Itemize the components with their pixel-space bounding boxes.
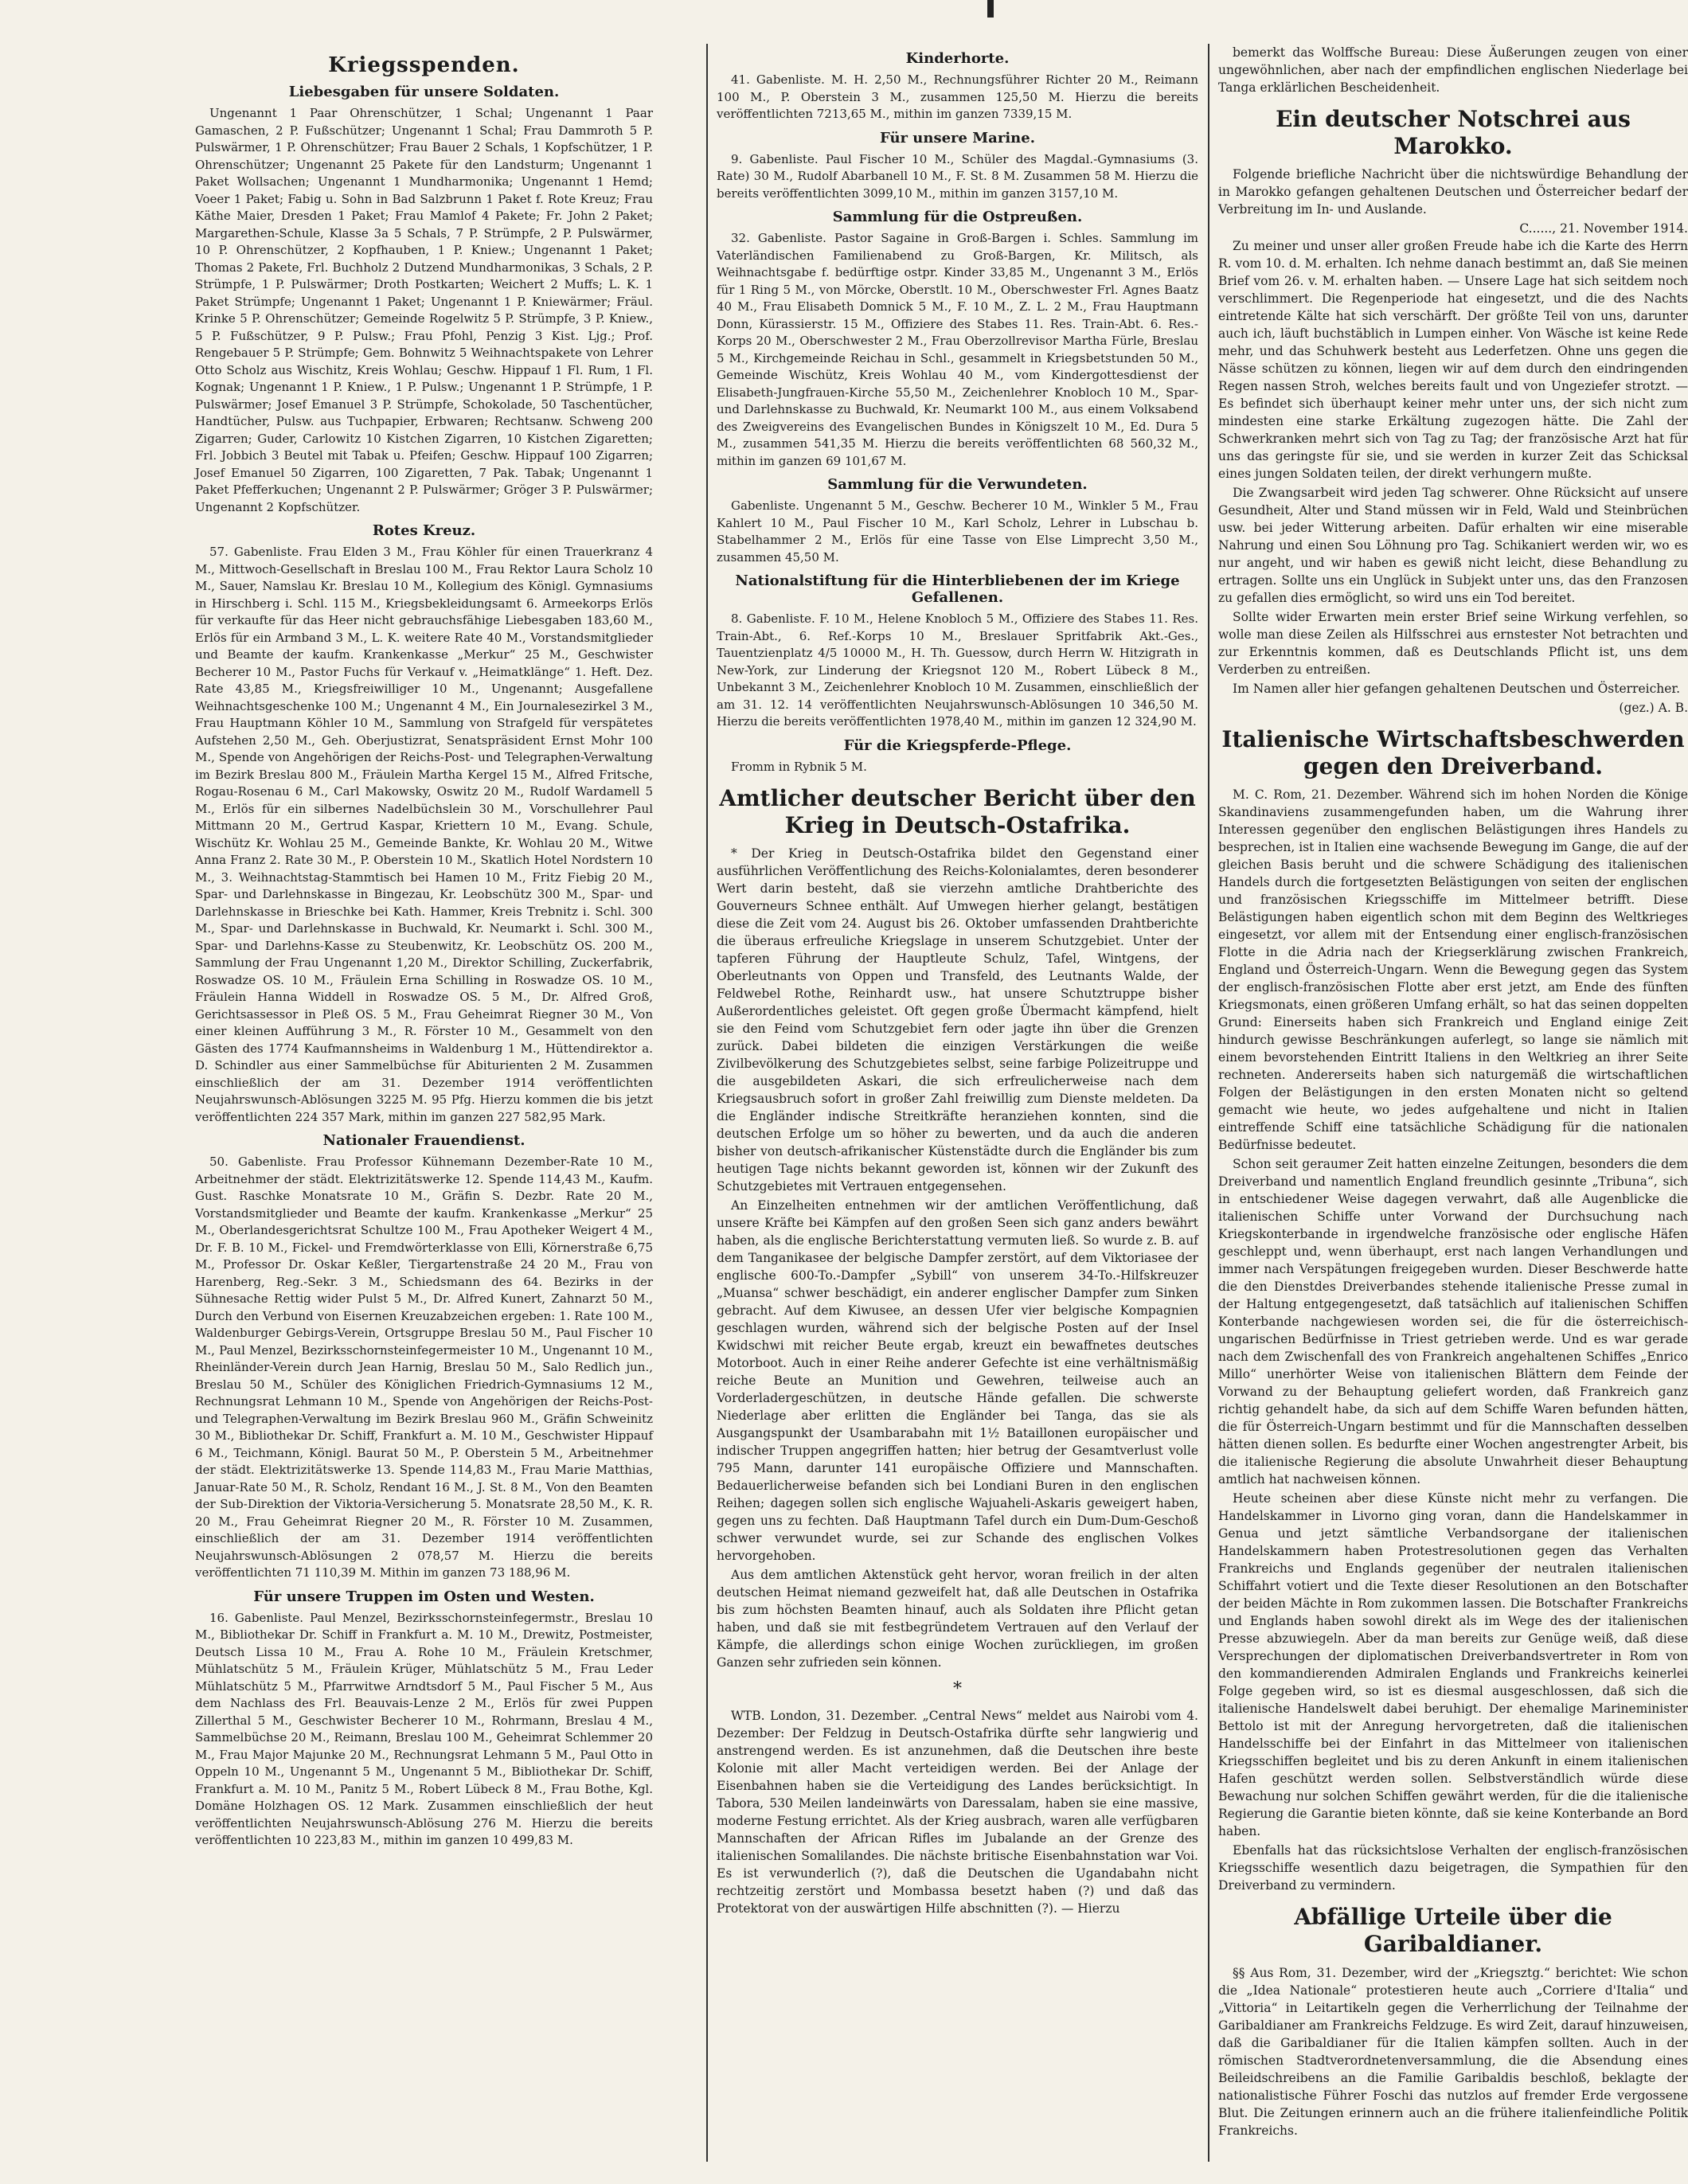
article-italien-1: M. C. Rom, 21. Dezember. Während sich im hohen Norden die Könige Skandinaviens zusammengefunden haben, um die Wahrung ihrer Interessen gegenüber den englischen Belästigungen ihres Handels zu besprechen, ist in Italien eine wachsende Bewegung im Gange, die auf der gleichen Basis beruht und die schwere Schädigung des italienischen Handels durch die fortgesetzten Belästigungen von seiten der englischen und französischen Kriegsschiffe im Mittelmeer betrifft. Diese Belästigungen haben eigentlich schon mit dem Beginn des Weltkrieges eingesetzt, vor allem mit der Entsendung einer englisch-französischen Flotte in die Adria nach der Kriegserklärung zwischen Frankreich, England und Österreich-Ungarn. Wenn die Bewegung gegen das System der englisch-französischen Flotte aber erst jetzt, am Ende des fünften Kriegsmonats, einen größeren Umfang erhält, so hat das seinen doppelten Grund: Einerseits haben sich Frankreich und England einige Zeit hindurch gewisse Beschränkungen auferlegt, so lange sie nämlich mit einem bevorstehenden Eintritt Italiens in den Weltkrieg an ihrer Seite rechneten. Andererseits haben sich naturgemäß die wirtschaftlichen Folgen der Belästigungen in den ersten Monaten nicht so geltend gemacht wie heute, wo jedes aufgehaltene und nicht in Italien eintreffende Schiff eine tatsächliche Schädigung für die nationalen Bedürfnisse bedeutet. bbox=[1218, 787, 1688, 1153]
column-middle bbox=[717, 44, 1198, 2162]
heading-kriegspferde: Für die Kriegspferde-Pflege. bbox=[843, 736, 1072, 754]
heading-kriegsspenden: Kriegsspenden. bbox=[328, 53, 520, 77]
article-marokko-4: Im Namen aller hier gefangen gehaltenen Deutschen und Österreicher. bbox=[1233, 682, 1681, 697]
article-amtlicher-1: * Der Krieg in Deutsch-Ostafrika bildet den Gegenstand einer ausführlichen Veröffentlichung des Reichs-Kolonialamtes, deren besonderer Wert darin besteht, daß sie vierzehn amtliche Drahtberichte des Gouverneurs Schnee enthält. Auf Umwegen hierher gelangt, bestätigen diese die Zeit vom 24. August bis 26. Oktober umfassenden Drahtberichte die überaus erfreuliche Kriegslage in unserem Schutzgebiet. Unter der tapferen Führung der Hauptleute Schulz, Tafel, Wintgens, der Oberleutnants von Oppen und Transfeld, des Leutnants Walde, der Feldwebel Rothe, Reinhardt usw., hat unsere Schutztruppe bisher Außerordentliches geleistet. Oft gegen große Übermacht kämpfend, hielt sie den Feind vom Schutzgebiet fern oder jagte ihn über die Grenzen zurück. Dabei bildeten die einzigen Verstärkungen die weiße Zivilbevölkerung des Schutzgebietes selbst, seine farbige Polizeitruppe und die ausgebildeten Askari, die sich erfreulicherweise nach dem Kriegsausbruch sofort in großer Zahl freiwillig zum Dienste meldeten. Da die Engländer indische Streitkräfte heranziehen konnten, sind die deutschen Erfolge um so höher zu bewerten, und da auch die anderen bisher von deutsch-afrikanischer Küstenstädte durch die Engländer bis zum heutigen Tage nichts bekannt geworden ist, können wir der Zukunft des Schutzgebietes mit Vertrauen entgegensehen. bbox=[717, 846, 1198, 1194]
article-rotes-kreuz: 57. Gabenliste. Frau Elden 3 M., Frau Köhler für einen Trauerkranz 4 M., Mittwoch-Gesellschaft in Breslau 100 M., Frau Rektor Laura Scholz 10 M., Sauer, Namslau Kr. Breslau 10 M., Kollegium des Königl. Gymnasiums in Hirschberg i. Schl. 115 M., Kriegsbekleidungsamt 6. Armeekorps Erlös für verkaufte für das Heer nicht gebrauchsfähige Liebesgaben 183,60 M., Erlös für ein Armband 3 M., L. K. weitere Rate 40 M., Vorstandsmitglieder und Beamte der kaufm. Krankenkasse „Merkur“ 25 M., Geschwister Becherer 10 M., Pastor Fuchs für Verkauf v. „Heimatklänge“ 1. Heft. Dez. Rate 43,85 M., Kriegsfreiwilliger 10 M., Ungenannt; Ausgefallene Weihnachtsgeschenke 100 M.; Ungenannt 4 M., Ein Journalesezirkel 3 M., Frau Hauptmann Köhler 10 M., Sammlung von Strafgeld für verspätetes Aufstehen 2,50 M., Geh. Oberjustizrat, Senatspräsident Ernst Mohr 100 M., Spende von Angehörigen der Reichs-Post- und Telegraphen-Verwaltung im Bezirk Breslau 800 M., Fräulein Martha Kergel 15 M., Alfred Fritsche, Rogau-Rosenau 6 M., Carl Makowsky, Oswitz 20 M., Rudolf Wardamell 5 M., Erlös für ein silbernes Nadelbüchslein 30 M., Vorschullehrer Paul Mittmann 20 M., Gertrud Kaspar, Kriettern 10 M., Evang. Schule, Wischütz Kr. Wohlau 25 M., Gemeinde Bankte, Kr. Wohlau 20 M., Witwe Anna Franz 2. Rate 30 M., P. Oberstein 10 M., Skatlich Hotel Nordstern 10 M., 3. Weihnachtstag-Stammtisch bei Hamen 10 M., Fritz Fiebig 20 M., Spar- und Darlehnskasse in Bingezau, Kr. Leobschütz 300 M., Spar- und Darlehnskasse in Brieschke bei Kath. Hammer, Kreis Trebnitz i. Schl. 300 M., Spar- und Darlehnskasse in Buchwald, Kr. Neumarkt i. Schl. 300 M., Spar- und Darlehns-Kasse zu Steubenwitz, Kr. Leobschütz OS. 200 M., Sammlung der Frau Ungenannt 1,20 M., Direktor Schilling, Zuckerfabrik, Roswadze OS. 10 M., Fräulein Erna Schilling in Roswadze OS. 10 M., Fräulein Hanna Widdell in Roswadze OS. 5 M., Dr. Alfred Groß, Gerichtsassessor in Pleß OS. 5 M., Frau Geheimrat Riegner 30 M., Von einer kleinen Aufführung 3 M., R. Förster 10 M., Gesammelt von den Gästen des 1774 Kaufmannsheims in Waldenburg 1 M., Hüttendirektor a. D. Schindler aus einer Sammelbüchse für Abiturienten 2 M. Zusammen einschließlich der am 31. Dezember 1914 veröffentlichten Neujahrswunsch-Ablösungen 3225 M. 95 Pfg. Hierzu kommen die bis jetzt veröffentlichten 224 357 Mark, mithin im ganzen 227 582,95 Mark. bbox=[195, 545, 653, 1124]
article-amtlicher-3: Aus dem amtlichen Aktenstück geht hervor, woran freilich in der alten deutschen Heimat niemand gezweifelt hat, daß alle Deutschen in Ostafrika bis zum höchsten Beamten hinauf, auch als Soldaten ihre Pflicht getan haben, und daß sie mit festbegründetem Vertrauen auf den Verlauf der Kämpfe, die allerdings schon einige Wochen zurückliegen, im großen Ganzen sehr zufrieden sein können. bbox=[717, 1568, 1198, 1670]
article-verwundeten: Gabenliste. Ungenannt 5 M., Geschw. Becherer 10 M., Winkler 5 M., Frau Kahlert 10 M., Paul Fischer 10 M., Karl Scholz, Lehrer in Lubschau b. Stabelhammer 2 M., Erlös für eine Tasse von Else Limprecht 3,50 M., zusammen 45,50 M. bbox=[717, 498, 1198, 565]
heading-kinderhorte: Kinderhorte. bbox=[905, 50, 1010, 67]
heading-truppen: Für unsere Truppen im Osten und Westen. bbox=[253, 1588, 595, 1605]
heading-liebesgaben: Liebesgaben für unsere Soldaten. bbox=[288, 84, 560, 100]
dateline-marokko: C......, 21. November 1914. bbox=[1519, 221, 1688, 236]
heading-marine: Für unsere Marine. bbox=[880, 129, 1035, 147]
article-italien-4: Ebenfalls hat das rücksichtslose Verhalten der englisch-französischen Kriegsschiffe wesentlich dazu beigetragen, die Sympathien für den Dreiverband zu vermindern. bbox=[1218, 1843, 1688, 1893]
column-rule-2 bbox=[1208, 44, 1209, 2162]
heading-rotes-kreuz: Rotes Kreuz. bbox=[372, 522, 476, 539]
column-left bbox=[195, 44, 653, 2162]
article-liebesgaben: Ungenannt 1 Paar Ohrenschützer, 1 Schal; Ungenannt 1 Paar Gamaschen, 2 P. Fußschützer; Ungenannt 1 Schal; Frau Dammroth 5 P. Pulswärmer, 1 P. Ohrenschützer; Frau Bauer 2 Schals, 1 Kopfschützer, 1 P. Ohrenschützer; Ungenannt 25 Pakete für den Landsturm; Ungenannt 1 Paket Wollsachen; Ungenannt 1 Mundharmonika; Ungenannt 1 Hemd; Voeer 1 Paket; Fabig u. Sohn in Bad Salzbrunn 1 Paket f. Rote Kreuz; Frau Käthe Maier, Dresden 1 Paket; Frau Mamlof 4 Pakete; Fr. John 2 Paket; Margarethen-Schule, Klasse 3a 5 Schals, 7 P. Strümpfe, 2 P. Pulswärmer, 10 P. Ohrenschützer, 2 Kopfhauben, 1 P. Kniew.; Ungenannt 1 Paket; Thomas 2 Pakete, Frl. Buchholz 2 Dutzend Mundharmonikas, 3 Schals, 2 P. Strümpfe, 1 P. Pulswärmer; Droth Postkarten; Weichert 2 Muffs; L. K. 1 Paket Strümpfe; Ungenannt 1 Paket; Ungenannt 1 P. Kniewärmer; Fräul. Krinke 5 P. Ohrenschützer; Gemeinde Rogelwitz 5 P. Strümpfe, 3 P. Kniew., 5 P. Fußschützer, 9 P. Pulsw.; Frau Pfohl, Penzig 3 Kist. Ljg.; Prof. Rengebauer 5 P. Strümpfe; Gem. Bohnwitz 5 Weihnachtspakete von Lehrer Otto Scholz aus Wischitz, Kreis Wohlau; Geschw. Hippauf 1 Fl. Rum, 1 Fl. Kognak; Ungenannt 1 P. Kniew., 1 P. Pulsw.; Ungenannt 1 P. Strümpfe, 1 P. Pulswärmer; Josef Emanuel 3 P. Strümpfe, Schokolade, 50 Taschentücher, Handtücher, Pulsw. aus Tuchpapier, Erbwaren; Rechtsanw. Schweng 200 Zigarren; Guder, Carlowitz 10 Kistchen Zigarren, 10 Kistchen Zigaretten; Frl. Jobbich 3 Beutel mit Tabak u. Pfeifen; Geschw. Hippauf 100 Zigarren; Josef Emanuel 50 Zigarren, 100 Zigaretten, 7 Pak. Tabak; Ungenannt 1 Paket Pfefferkuchen; Ungenannt 2 P. Pulswärmer; Gröger 3 P. Pulswärmer; Ungenannt 2 Kopfschützer. bbox=[195, 106, 653, 514]
article-italien-3: Heute scheinen aber diese Künste nicht mehr zu verfangen. Die Handelskammer in Livorno ging voran, dann die Handelskammer in Genua und jetzt sämtliche Verbandsorgane der italienischen Handelskammern haben Protestresolutionen gegen das Verhalten Frankreichs und Englands gegenüber der neutralen italienischen Schiffahrt votiert und die Texte dieser Resolutionen an den Botschafter der beiden Mächte in Rom zukommen lassen. Die Botschafter Frankreichs und Englands haben sowohl direkt als im Wege des der italienischen Presse abzuwiegeln. Aber da man bereits zur Genüge weiß, daß diese Versprechungen der diplomatischen Dreiverbandsvertreter in Rom von den kommandierenden Admiralen Englands und Frankreichs keinerlei Folge gegeben wird, so ist es diesmal ausgeschlossen, daß sich die italienische Handelswelt dabei beruhigt. Der ehemalige Marineminister Bettolo ist mit der Anregung hervorgetreten, daß die italienischen Handelsschiffe bei der Einfahrt in das Mittelmeer von italienischen Kriegsschiffen begleitet und bis zu deren Ankunft in einem italienischen Hafen geschützt werden sollen. Selbstverständlich würde diese Bewachung nur solchen Schiffen gewährt werden, für die die italienische Regierung die Garantie bieten könnte, daß sie keine Konterbande an Bord haben. bbox=[1218, 1491, 1688, 1839]
article-ostpreussen: 32. Gabenliste. Pastor Sagaine in Groß-Bargen i. Schles. Sammlung im Vaterländischen Familienabend zu Groß-Bargen, Kr. Militsch, als Weihnachtsgabe f. bedürftige ostpr. Kinder 33,85 M., Ungenannt 3 M., Erlös für 1 Ring 5 M., von Mörcke, Oberstlt. 10 M., Oberschwester Frl. Agnes Baatz 40 M., Frau Elisabeth Domnick 5 M., F. 10 M., Z. L. 2 M., Frau Hauptmann Donn, Kürassierstr. 15 M., Offiziere des Stabes 11. Res. Train-Abt. 6. Res.-Korps 20 M., Oberschwester 2 M., Frau Oberzollrevisor Martha Fürle, Breslau 5 M., Kirchgemeinde Reichau in Schl., gesammelt in Kriegsbetstunden 50 M., Gemeinde Wischütz, Kreis Wohlau 40 M., vom Kindergottesdienst der Elisabeth-Jungfrauen-Kirche 55,50 M., Zeichenlehrer Knobloch 10 M., Spar- und Darlehnskasse zu Buchwald, Kr. Neumarkt 100 M., aus einem Volksabend des Zweigvereins des Evangelischen Bundes in Königszelt 10 M., Ed. Dura 5 M., zusammen 541,35 M. Hierzu die bereits veröffentlichten 68 560,32 M., mithin im ganzen 69 101,67 M. bbox=[717, 231, 1198, 468]
article-marokko-3: Sollte wider Erwarten mein erster Brief seine Wirkung verfehlen, so wolle man diese Zeilen als Hilfsschrei aus ernstester Not betrachten und zur Erkenntnis kommen, daß es Deutschlands Pflicht ist, uns dem Verderben zu entreißen. bbox=[1218, 610, 1688, 678]
column-rule-1 bbox=[706, 44, 708, 2162]
article-amtlicher-2: An Einzelheiten entnehmen wir der amtlichen Veröffentlichung, daß unsere Kräfte bei Kämpfen auf den großen Seen sich ganz anders bewährt haben, als die englische Berichterstattung vermuten ließ. So wurde z. B. auf dem Tanganikasee der belgische Dampfer zerstört, auf dem Viktoriasee der englische 600-To.-Dampfer „Sybill“ von unserem 34-To.-Hilfskreuzer „Muansa“ schwer beschädigt, ein anderer englischer Dampfer zum Sinken gebracht. Auf dem Kiwusee, an dessen Ufer vier belgische Kompagnien geschlagen wurden, während sich der belgische Posten auf der Insel Kwidschwi mit reicher Beute ergab, kreuzt ein bewaffnetes deutsches Motorboot. Auch in einer Reihe anderer Gefechte ist eine verhältnismäßig reiche Beute an Munition und Gewehren, teilweise auch an Vorderladergeschützen, in deutsche Hände gefallen. Die schwerste Niederlage aber erlitten die Engländer bei Tanga, das sie als Ausgangspunkt der Usambarabahn mit 1½ Bataillonen europäischer und indischer Truppen angegriffen hatten; hier betrug der Gesamtverlust volle 795 Mann, darunter 141 europäische Offiziere und Mannschaften. Bedauerlicherweise befanden sich bei Londiani Buren in den englischen Reihen; dagegen sollen sich englische Wajuaheli-Askaris geweigert haben, gegen uns zu fechten. Daß Hauptmann Tafel durch ein Dum-Dum-Geschoß schwer verwundet wurde, sei zur Schande des englischen Volkes hervorgehoben. bbox=[717, 1198, 1198, 1564]
article-garibaldi: §§ Aus Rom, 31. Dezember, wird der „Kriegsztg.“ berichtet: Wie schon die „Idea Nationale“ protestieren heute auch „Corriere d'Italia“ und „Vittoria“ in Leitartikeln gegen die Verherrlichung der Teilnahme der Garibaldianer am Frankreichs Feldzuge. Es wird Zeit, darauf hinzuweisen, daß die Garibaldianer für die Italien kämpfen sollten. Auch in der römischen Stadtverordnetenversammlung, die die Absendung eines Beileidschreibens an die Familie Garibaldis beschloß, beklagte der nationalistische Führer Foschi das nutzlos auf fremder Erde vergossene Blut. Die Zeitungen erinnern auch an die frühere italienfeindliche Politik Frankreichs. bbox=[1218, 1965, 1688, 2138]
article-marokko-1: Zu meiner und unser aller großen Freude habe ich die Karte des Herrn R. vom 10. d. M. erhalten. Ich nehme danach bestimmt an, daß Sie meinen Brief vom 26. v. M. erhalten haben. — Unsere Lage hat sich seitdem noch verschlimmert. Die Regenperiode hat eingesetzt, und die des Nachts eintretende Kälte hat sich verschärft. Der größte Teil von uns, darunter auch ich, läuft buchstäblich in Lumpen einher. Von Wäsche ist keine Rede mehr, und das Schuhwerk besteht aus Lederfetzen. Ohne uns gegen die Nässe schützen zu können, liegen wir auf dem durch den eindringenden Regen nassen Stroh, welches bereits fault und von Ungeziefer strotzt. — Es befindet sich überhaupt keiner mehr unter uns, der sich nicht zum mindesten eine starke Erkältung zugezogen hätte. Die Zahl der Schwerkranken mehrt sich von Tag zu Tag; der französische Arzt hat für uns das geringste für sie, und sie werden in kurzer Zeit das Schicksal eines jungen Soldaten teilen, der direkt verhungern mußte. bbox=[1218, 239, 1688, 482]
heading-nationaler-frauendienst: Nationaler Frauendienst. bbox=[322, 1132, 526, 1149]
heading-italien: Italienische Wirtschaftsbeschwerden gegen den Dreiverband. bbox=[1221, 726, 1685, 779]
article-nationaler-frauendienst: 50. Gabenliste. Frau Professor Kühnemann Dezember-Rate 10 M., Arbeitnehmer der städt. Elektrizitätswerke 12. Spende 114,43 M., Kaufm. Gust. Raschke Monatsrate 10 M., Gräfin S. Dezbr. Rate 20 M., Vorstandsmitglieder und Beamte der kaufm. Krankenkasse „Merkur“ 25 M., Oberlandesgerichtsrat Schultze 100 M., Frau Apotheker Weigert 4 M., Dr. F. B. 10 M., Fickel- und Fremdwörterklasse von Elli, Körnerstraße 6,75 M., Professor Dr. Oskar Keßler, Tiergartenstraße 24 20 M., Frau von Harenberg, Reg.-Sekr. 3 M., Schiedsmann des 64. Bezirks in der Sühnesache Rettig wider Pulst 5 M., Dr. Alfred Kunert, Zahnarzt 50 M., Durch den Verbund von Eisernen Kreuzabzeichen ergeben: 1. Rate 100 M., Waldenburger Gebirgs-Verein, Ortsgruppe Breslau 50 M., Paul Fischer 10 M., Paul Menzel, Bezirksschornsteinfegermeister 10 M., Ungenannt 10 M., Rheinländer-Verein durch Jean Harnig, Breslau 50 M., Salo Redlich jun., Breslau 50 M., Schüler des Königlichen Friedrich-Gymnasiums 12 M., Rechnungsrat Lehmann 10 M., Spende von Angehörigen der Reichs-Post- und Telegraphen-Verwaltung im Bezirk Breslau 960 M., Gräfin Schweinitz 30 M., Bibliothekar Dr. Schiff, Frankfurt a. M. 10 M., Geschwister Hippauf 6 M., Teichmann, Königl. Baurat 50 M., P. Oberstein 5 M., Arbeitnehmer der städt. Elektrizitätswerke 13. Spende 114,83 M., Frau Marie Matthias, Januar-Rate 50 M., R. Scholz, Rendant 16 M., J. St. 8 M., Von den Beamten der Sub-Direktion der Viktoria-Versicherung 5. Monatsrate 28,50 M., K. R. 20 M., Frau Geheimrat Riegner 20 M., R. Förster 10 M. Zusammen, einschließlich der am 31. Dezember 1914 veröffentlichten Neujahrswunsch-Ablösungen 2 078,57 M. Hierzu die bereits veröffentlichten 71 110,39 M. Mithin im ganzen 73 188,96 M. bbox=[195, 1155, 653, 1580]
heading-nationalstiftung: Nationalstiftung für die Hinterbliebenen der im Kriege Gefallenen. bbox=[735, 572, 1180, 606]
article-italien-2: Schon seit geraumer Zeit hatten einzelne Zeitungen, besonders die dem Dreiverband und namentlich England freundlich gesinnte „Tribuna“, sich in entschiedener Weise dagegen verwahrt, daß alle Augenblicke die italienischen Schiffe unter Vorwand der Durchsuchung nach Kriegskonterbande in irgendwelche französische oder englische Häfen geschleppt und, wenn überhaupt, erst nach langen Verhandlungen und immer nach Verspätungen freigegeben wurden. Dieser Beschwerde hatte die den Dienstdes Dreiverbandes stehende italienische Presse zumal in der Haltung entgegengesetzt, daß tatsächlich auf italienischen Schiffen Konterbande nachgewiesen worden sei, die für die österreichisch-ungarischen Bedürfnisse in Triest getrieben werde. Und es war gerade nach dem Zwischenfall des von Frankreich angehaltenen Schiffes „Enrico Millo“ unerhörter Weise von italienischen Blättern dem Feinde der Vorwand zu der Behauptung geliefert worden, daß Frankreich ganz richtig gehandelt habe, da sich auf dem Schiffe Waren befunden hätten, die für Österreich-Ungarn bestimmt und für die Mannschaften desselben hätten dienen sollen. Es bedurfte einer Wochen angestrengter Arbeit, bis die italienische Regierung die absolute Unwahrheit dieser Behauptung amtlich hat nachweisen können. bbox=[1218, 1157, 1688, 1487]
section-divider-star: * bbox=[953, 1679, 962, 1700]
newspaper-page bbox=[159, 44, 1688, 2162]
article-marokko-2: Die Zwangsarbeit wird jeden Tag schwerer. Ohne Rücksicht auf unsere Gesundheit, Alter und Stand müssen wir in Feld, Wald und Steinbrüchen usw. bei jeder Witterung arbeiten. Dafür erhalten wir eine miserable Nahrung und einen Sou Löhnung pro Tag. Schikaniert werden wir, wo es nur angeht, und wir haben es gewiß nicht leicht, diese Behandlung zu ertragen. Sollte uns ein Unglück in Subjekt unter uns, das den Franzosen zu gefallen dies ermöglicht, so wird uns ein Tod bereitet. bbox=[1218, 486, 1688, 606]
article-wtb-continued: bemerkt das Wolffsche Bureau: Diese Äußerungen zeugen von einer ungewöhnlichen, aber nach der empfindlichen englischen Niederlage bei Tanga erklärlichen Bescheidenheit. bbox=[1218, 45, 1688, 95]
article-marine: 9. Gabenliste. Paul Fischer 10 M., Schüler des Magdal.-Gymnasiums (3. Rate) 30 M., Rudolf Abarbanell 10 M., F. St. 8 M. Zusammen 58 M. Hierzu die bereits veröffentlichten 3099,10 M., mithin im ganzen 3157,10 M. bbox=[717, 151, 1198, 201]
heading-verwundeten: Sammlung für die Verwundeten. bbox=[827, 476, 1088, 493]
heading-ostpreussen: Sammlung für die Ostpreußen. bbox=[832, 209, 1083, 225]
article-truppen: 16. Gabenliste. Paul Menzel, Bezirksschornsteinfegermstr., Breslau 10 M., Bibliothekar Dr. Schiff in Frankfurt a. M. 10 M., Drewitz, Postmeister, Deutsch Lissa 10 M., Frau A. Rohe 10 M., Fräulein Kretschmer, Mühlatschütz 5 M., Fräulein Krüger, Mühlatschütz 5 M., Frau Leder Mühlatschütz 5 M., Pfarrwitwe Arndtsdorf 5 M., Paul Fischer 5 M., Aus dem Nachlass des Frl. Beauvais-Lenze 2 M., Erlös für zwei Puppen Zillerthal 5 M., Geschwister Becherer 10 M., Rohrmann, Breslau 4 M., Sammelbüchse 20 M., Reimann, Breslau 100 M., Geheimrat Schlemmer 20 M., Frau Major Majunke 20 M., Rechnungsrat Lehmann 5 M., Paul Otto in Oppeln 10 M., Ungenannt 5 M., Ungenannt 5 M., Bibliothekar Dr. Schiff, Frankfurt a. M. 10 M., Panitz 5 M., Robert Lübeck 8 M., Frau Bothe, Kgl. Domäne Holzhagen OS. 12 Mark. Zusammen einschließlich der heut veröffentlichten Neujahrswunsch-Ablösung 276 M. Hierzu die bereits veröffentlichten 10 223,83 M., mithin im ganzen 10 499,83 M. bbox=[195, 1610, 653, 1847]
heading-marokko: Ein deutscher Notschrei aus Marokko. bbox=[1276, 106, 1631, 159]
column-right bbox=[1218, 44, 1688, 2162]
page-top-mark bbox=[987, 0, 994, 18]
heading-garibaldi: Abfällige Urteile über die Garibaldianer. bbox=[1294, 1904, 1612, 1957]
article-nationalstiftung: 8. Gabenliste. F. 10 M., Helene Knobloch 5 M., Offiziere des Stabes 11. Res. Train-Abt., 6. Ref.-Korps 10 M., Breslauer Spritfabrik Akt.-Ges., Tauentzienplatz 4/5 10000 M., H. Th. Guessow, durch Herrn W. Hitzigrath in New-York, zur Linderung der Kriegsnot 120 M., Robert Lübeck 8 M., Unbekannt 3 M., Zeichenlehrer Knobloch 10 M. Zusammen, einschließlich der am 31. 12. 14 veröffentlichten Neujahrswunsch-Ablösungen 10 346,50 M. Hierzu die bereits veröffentlichten 1978,40 M., mithin im ganzen 12 324,90 M. bbox=[717, 611, 1198, 729]
heading-amtlicher-bericht: Amtlicher deutscher Bericht über den Krieg in Deutsch-Ostafrika. bbox=[719, 785, 1196, 838]
article-kriegspferde: Fromm in Rybnik 5 M. bbox=[731, 759, 867, 774]
article-marokko-intro: Folgende briefliche Nachricht über die nichtswürdige Behandlung der in Marokko gefangen gehaltenen Deutschen und Österreicher bedarf der Verbreitung im In- und Auslande. bbox=[1218, 167, 1688, 217]
article-kinderhorte: 41. Gabenliste. M. H. 2,50 M., Rechnungsführer Richter 20 M., Reimann 100 M., P. Oberstein 3 M., zusammen 125,50 M. Hierzu die bereits veröffentlichten 7213,65 M., mithin im ganzen 7339,15 M. bbox=[717, 72, 1198, 121]
article-wtb-london: WTB. London, 31. Dezember. „Central News“ meldet aus Nairobi vom 4. Dezember: Der Feldzug in Deutsch-Ostafrika dürfte sehr langwierig und anstrengend werden. Es ist anzunehmen, daß die Deutschen ihre beste Kolonie mit aller Macht verteidigen werden. Bei der Anlage der Eisenbahnen haben sie die Verteidigung des Landes berücksichtigt. In Tabora, 530 Meilen landeinwärts von Daressalam, haben sie eine massive, moderne Festung errichtet. Als der Krieg ausbrach, waren alle verfügbaren Mannschaften der African Rifles im Jubalande an der Grenze des italienischen Somalilandes. Die nächste britische Eisenbahnstation war Voi. Es ist verwunderlich (?), daß die Deutschen die Ugandabahn nicht rechtzeitig zerstört und Mombassa besetzt haben (?) und daß das Protektorat von der auswärtigen Hilfe abschnitten (?). — Hierzu bbox=[717, 1709, 1198, 1916]
signature-marokko: (gez.) A. B. bbox=[1619, 701, 1688, 716]
